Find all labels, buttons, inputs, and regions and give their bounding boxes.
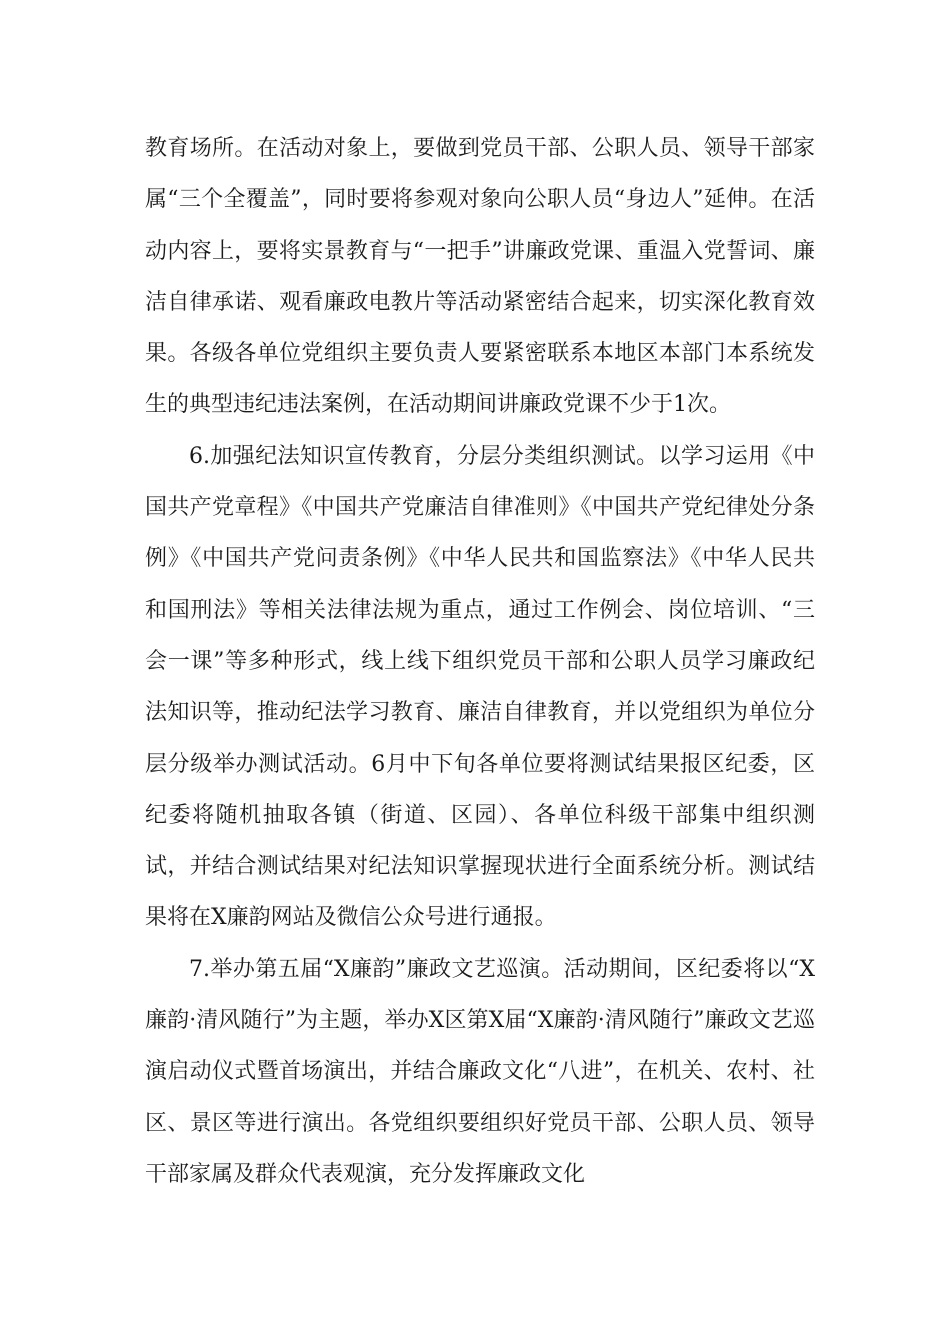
- paragraph-continuation: 教育场所。在活动对象上，要做到党员干部、公职人员、领导干部家属“三个全覆盖”，同时要将参观对象向公职人员“身边人”延伸。在活动内容上，要将实景教育与“一把手”讲廉政党课、重温入党誓词、廉洁自律承诺、观看廉政电教片等活动紧密结合起来，切实深化教育效果。各级各单位党组织主要负责人要紧密联系本地区本部门本系统发生的典型违纪违法案例，在活动期间讲廉政党课不少于1次。: [145, 136, 815, 418]
- paragraph-item-6: 6.加强纪法知识宣传教育，分层分类组织测试。以学习运用《中国共产党章程》《中国共产党廉洁自律准则》《中国共产党纪律处分条例》《中国共产党问责条例》《中华人民共和国监察法》《中华人民共和国刑法》等相关法律法规为重点，通过工作例会、岗位培训、“三会一课”等多种形式，线上线下组织党员干部和公职人员学习廉政纪法知识等，推动纪法学习教育、廉洁自律教育，并以党组织为单位分层分级举办测试活动。6月中下旬各单位要将测试结果报区纪委，区纪委将随机抽取各镇（街道、区园）、各单位科级干部集中组织测试，并结合测试结果对纪法知识掌握现状进行全面系统分析。测试结果将在X廉韵网站及微信公众号进行通报。: [145, 443, 815, 931]
- paragraph-item-7: 7.举办第五届“X廉韵”廉政文艺巡演。活动期间，区纪委将以“X廉韵·清风随行”为主题，举办X区第X届“X廉韵·清风随行”廉政文艺巡演启动仪式暨首场演出，并结合廉政文化“八进”，在机关、农村、社区、景区等进行演出。各党组织要组织好党员干部、公职人员、领导干部家属及群众代表观演，充分发挥廉政文化: [145, 956, 815, 1187]
- document-page: [145, 123, 815, 1200]
